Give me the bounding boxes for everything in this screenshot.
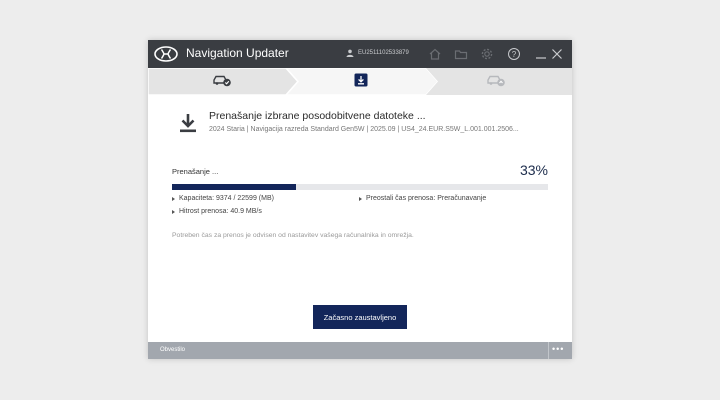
app-title: Navigation Updater (186, 46, 289, 60)
updater-window (148, 40, 572, 359)
pause-button[interactable]: Začasno zaustavljeno (313, 305, 407, 329)
bullet-arrow-icon (172, 197, 175, 201)
progress-bar-fill (172, 184, 296, 190)
step-bar (148, 68, 572, 95)
remaining-time-text: Preostali čas prenosa: Preračunavanje (366, 195, 487, 202)
download-title: Prenašanje izbrane posodobitvene datoteke ... (209, 110, 426, 122)
folder-icon[interactable] (454, 47, 468, 61)
download-step-icon (354, 73, 368, 87)
download-subtitle: 2024 Staria | Navigacija razreda Standard Gen5W | 2025.09 | US4_24.EUR.S5W_L.001.001.2506... (209, 126, 519, 133)
more-options-icon[interactable]: ••• (552, 344, 565, 354)
title-bar (148, 40, 572, 68)
close-icon[interactable] (550, 47, 564, 61)
user-account[interactable] (346, 49, 409, 57)
home-icon[interactable] (428, 47, 442, 61)
download-note: Potreben čas za prenos je odvisen od nastavitev vašega računalnika in omrežja. (172, 232, 414, 239)
svg-text:?: ? (511, 50, 517, 59)
settings-icon[interactable] (480, 47, 494, 61)
step-vehicle-select (212, 74, 232, 101)
step-install (486, 74, 506, 101)
minimize-icon[interactable] (534, 47, 548, 61)
hyundai-logo-icon (154, 45, 178, 63)
remaining-time-info (359, 195, 486, 202)
progress-bar (172, 184, 548, 190)
bullet-arrow-icon (359, 197, 362, 201)
progress-percent: 33% (519, 162, 548, 178)
speed-info (172, 208, 262, 215)
help-icon[interactable] (507, 47, 521, 61)
download-icon (178, 113, 198, 138)
progress-label: Prenašanje ... (172, 167, 219, 176)
footer-bar (148, 342, 572, 359)
car-check-icon (212, 74, 232, 88)
user-id: EU251110253387​9 (358, 50, 409, 56)
user-icon (346, 49, 354, 57)
bullet-arrow-icon (172, 210, 175, 214)
capacity-info (172, 195, 274, 202)
footer-divider (548, 342, 549, 359)
capacity-text: Kapaciteta: 9374 / 22599 (MB) (179, 195, 274, 202)
car-update-icon (486, 74, 506, 88)
notice-link[interactable]: Obvestilo (160, 347, 186, 353)
step-download (354, 73, 368, 100)
speed-text: Hitrost prenosa: 40.9 MB/s (179, 208, 262, 215)
